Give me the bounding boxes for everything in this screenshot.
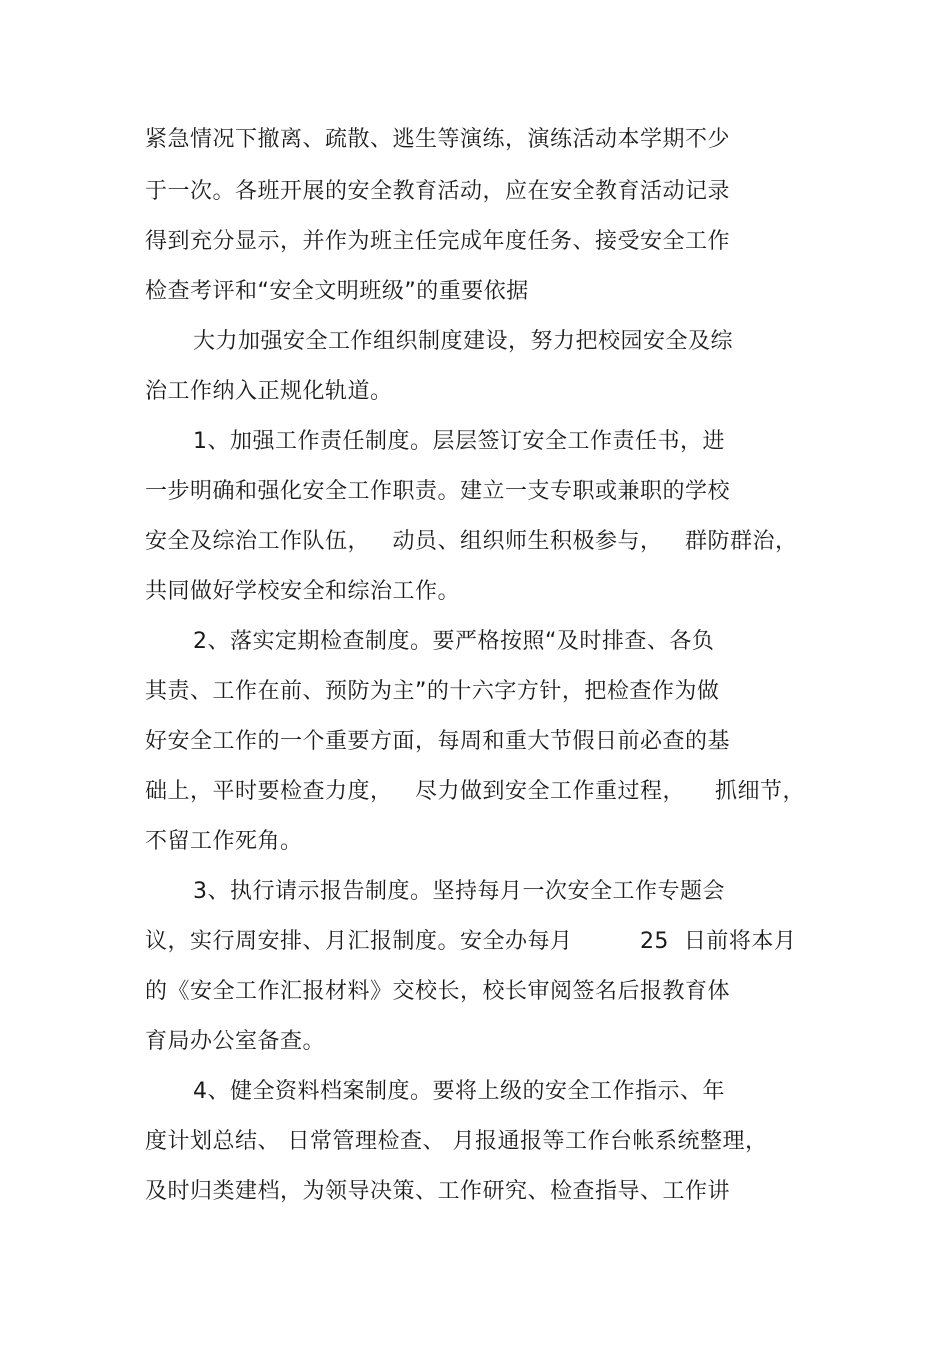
text-line: 于一次。各班开展的安全教育活动，应在安全教育活动记录 [145, 179, 731, 204]
text-line: 育局办公室备查。 [145, 1029, 326, 1054]
text-line: 一步明确和强化安全工作职责。建立一支专职或兼职的学校 [145, 479, 731, 504]
text-line: 好安全工作的一个重要方面，每周和重大节假日前必查的基 [145, 729, 731, 754]
text-line: 议，实行周安排、月汇报制度。安全办每月 25 日前将本月 [145, 929, 797, 954]
text-line: 检查考评和“安全文明班级”的重要依据 [145, 279, 529, 304]
text-line: 共同做好学校安全和综治工作。 [145, 579, 461, 604]
text-line: 度计划总结、 日常管理检查、 月报通报等工作台帐系统整理， [145, 1129, 768, 1154]
text-line: 其责、工作在前、预防为主”的十六字方针，把检查作为做 [145, 679, 720, 704]
text-line: 及时归类建档，为领导决策、工作研究、检查指导、工作讲 [145, 1179, 731, 1204]
text-line: 治工作纳入正规化轨道。 [145, 379, 393, 404]
text-line: 础上，平时要检查力度， 尽力做到安全工作重过程， 抓细节， [145, 779, 805, 804]
paragraph-first-line: 3、执行请示报告制度。坚持每月一次安全工作专题会 [193, 879, 725, 904]
paragraph-first-line: 4、健全资料档案制度。要将上级的安全工作指示、年 [193, 1079, 725, 1104]
paragraph-first-line: 大力加强安全工作组织制度建设，努力把校园安全及综 [193, 329, 734, 354]
text-line: 的《安全工作汇报材料》交校长，校长审阅签名后报教育体 [145, 979, 731, 1004]
paragraph-first-line: 2、落实定期检查制度。要严格按照“及时排查、各负 [193, 629, 715, 654]
text-line: 得到充分显示，并作为班主任完成年度任务、接受安全工作 [145, 229, 731, 254]
text-line: 不留工作死角。 [145, 829, 303, 854]
paragraph-first-line: 1、加强工作责任制度。层层签订安全工作责任书，进 [193, 429, 725, 454]
text-line: 安全及综治工作队伍， 动员、组织师生积极参与， 群防群治， [145, 529, 798, 554]
text-line: 紧急情况下撤离、疏散、逃生等演练，演练活动本学期不少 [145, 127, 731, 152]
